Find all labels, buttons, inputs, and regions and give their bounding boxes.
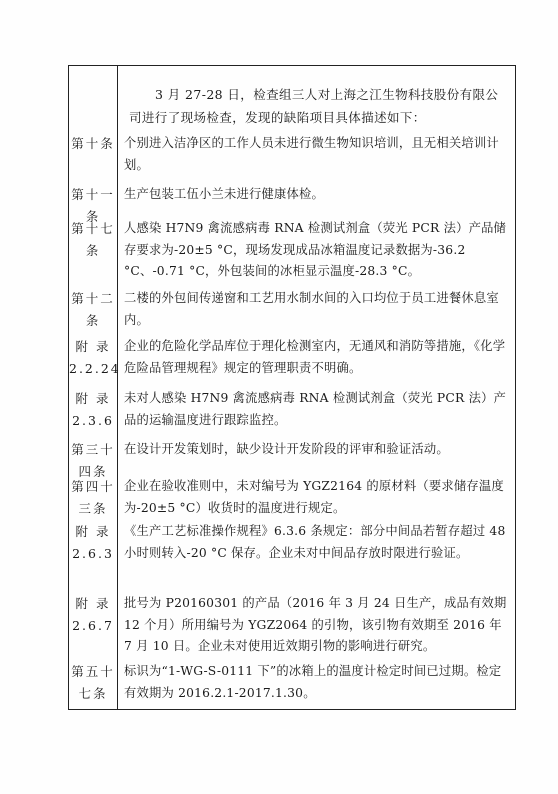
clause-text: 企业在验收准则中，未对编号为 YGZ2164 的原材料（要求储存温度为-20±5 °C）收货时的温度进行规定。 (124, 479, 504, 515)
clause-text: 未对人感染 H7N9 禽流感病毒 RNA 检测试剂盒（荧光 PCR 法）产品的运输温度进行跟踪监控。 (124, 391, 507, 427)
clause-label: 第三十四条 (71, 442, 115, 479)
clause-label: 第十条 (71, 136, 115, 151)
clause-text: 生产包装工伍小兰未进行健康体检。 (124, 187, 324, 201)
clause-text: 批号为 P20160301 的产品（2016 年 3 月 24 日生产，成品有效期 12 个月）所用编号为 YGZ2064 的引物，该引物有效期至 2016 年 7 月 10 日。企业未对使用近效期引物的影响进行研究。 (124, 596, 507, 653)
clause-text: 在设计开发策划时，缺少设计开发阶段的评审和验证活动。 (124, 442, 449, 456)
clause-text: 标识为“1-WG-S-0111 下”的冰箱上的温度计检定时间已过期。检定有效期为 2016.2.1-2017.1.30。 (124, 664, 502, 700)
defects-table (68, 65, 516, 710)
clause-text: 个别进入洁净区的工作人员未进行微生物知识培训，且无相关培训计划。 (124, 136, 499, 172)
column-divider (117, 66, 118, 709)
clause-text: 企业的危险化学品库位于理化检测室内，无通风和消防等措施，《化学危险品管理规程》规定的管理职责不明确。 (124, 339, 506, 375)
clause-label: 附 录 2.3.6 (72, 391, 114, 428)
clause-text: 人感染 H7N9 禽流感病毒 RNA 检测试剂盒（荧光 PCR 法）产品储存要求为-20±5 °C，现场发现成品冰箱温度记录数据为-36.2 °C、-0.71 °C，外包装间的冰柜显示温度-28.3 °C。 (124, 221, 507, 278)
clause-label: 附 录 2.2.24 (69, 339, 121, 376)
clause-label: 第四十三条 (71, 479, 115, 516)
clause-text: 二楼的外包间传递窗和工艺用水制水间的入口均位于员工进餐休息室内。 (124, 291, 499, 327)
clause-label: 附 录 2.6.3 (72, 524, 114, 561)
clause-label: 第十七条 (71, 221, 115, 258)
clause-label: 第十一条 (71, 187, 115, 224)
clause-label: 第十二条 (71, 291, 115, 328)
intro-paragraph: 3 月 27-28 日，检查组三人对上海之江生物科技股份有限公司进行了现场检查，发现的缺陷项目具体描述如下： (129, 87, 499, 125)
clause-text: 《生产工艺标准操作规程》6.3.6 条规定：部分中间品若暂存超过 48 小时则转入-20 °C 保存。企业未对中间品存放时限进行验证。 (124, 524, 506, 560)
clause-label: 附 录 2.6.7 (72, 596, 114, 633)
clause-label: 第五十七条 (71, 664, 115, 701)
